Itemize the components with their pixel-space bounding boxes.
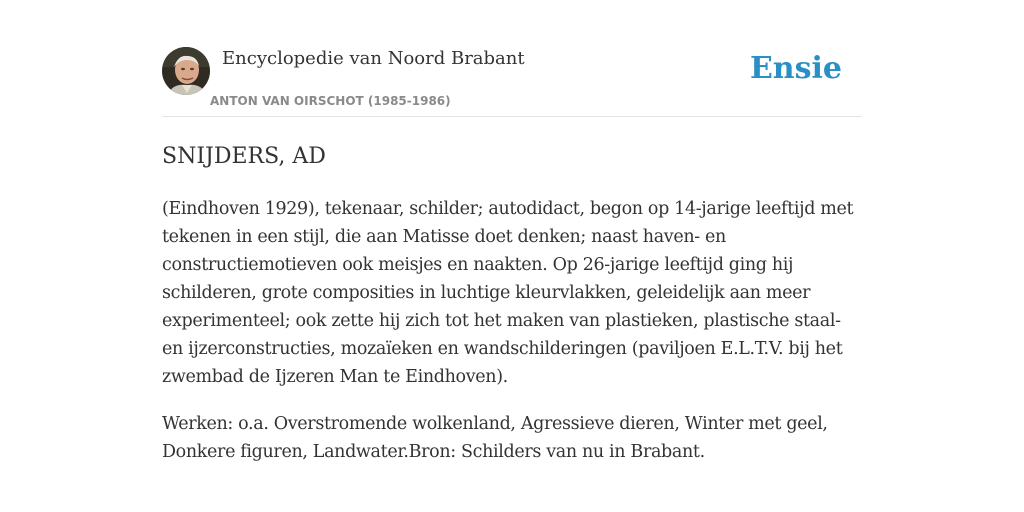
entry-header [162, 44, 862, 117]
author-portrait-icon [162, 47, 210, 95]
entry-title: SNIJDERS, AD [162, 144, 326, 169]
entry-card [162, 44, 862, 466]
entry-paragraph: Werken: o.a. Overstromende wolkenland, Agressieve dieren, Winter met geel, Donkere figuren, Landwater.Bron: Schilders van nu in Brabant. [162, 414, 828, 462]
entry-paragraph: (Eindhoven 1929), tekenaar, schilder; autodidact, begon op 14-jarige leeftijd met tekenen in een stijl, die aan Matisse doet denken; naast haven- en constructiemotieven ook meisjes en naakten. Op 26-jarige leeftijd ging hij schilderen, grote composities in luchtige kleurvlakken, geleidelijk aan meer experimenteel; ook zette hij zich tot het maken van plastieken, plastische staal- en ijzerconstructies, mozaïeken en wandschilderingen (paviljoen E.L.T.V. bij het zwembad de Ijzeren Man te Eindhoven). [162, 199, 854, 387]
author-name[interactable]: ANTON VAN OIRSCHOT (1985-1986) [210, 94, 451, 108]
author-avatar[interactable] [162, 47, 210, 95]
ensie-logo[interactable]: Ensie [749, 51, 842, 86]
source-title[interactable]: Encyclopedie van Noord Brabant [222, 48, 525, 69]
